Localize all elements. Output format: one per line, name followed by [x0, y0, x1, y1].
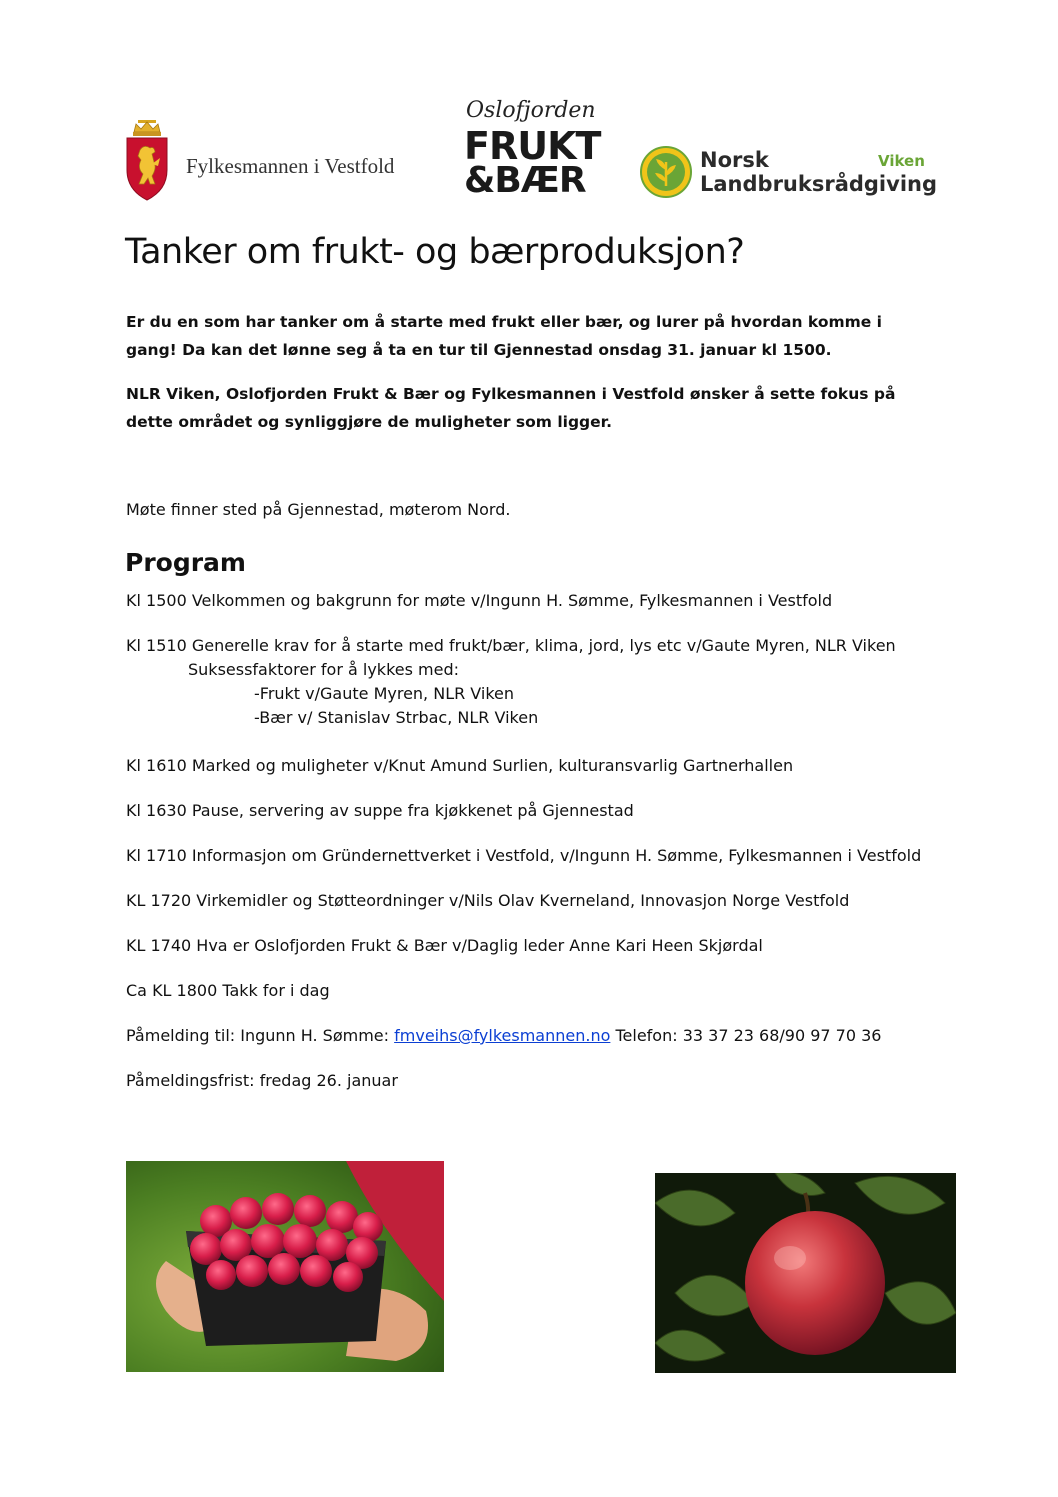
- program-item: Kl 1630 Pause, servering av suppe fra kjøkkenet på Gjennestad: [126, 801, 634, 820]
- registration-line: [126, 1026, 881, 1045]
- meeting-location: Møte finner sted på Gjennestad, møterom Nord.: [126, 500, 511, 519]
- program-item: Kl 1500 Velkommen og bakgrunn for møte v/Ingunn H. Sømme, Fylkesmannen i Vestfold: [126, 591, 833, 610]
- registration-prefix: Påmelding til: Ingunn H. Sømme:: [126, 1026, 395, 1045]
- program-subheading: Suksessfaktorer for å lykkes med:: [188, 660, 460, 679]
- nlr-viken-logo: [640, 142, 937, 204]
- oslofjorden-logo-line2: FRUKT: [464, 124, 601, 168]
- coat-of-arms-lion-icon: [124, 118, 170, 202]
- fylkesmannen-logo-text: Fylkesmannen i Vestfold: [186, 154, 395, 178]
- intro-paragraph-2: NLR Viken, Oslofjorden Frukt & Bær og Fylkesmannen i Vestfold ønsker å sette fokus på dette området og synliggjøre de muligheter som ligger.: [126, 385, 896, 431]
- oslofjorden-logo-line1: Oslofjorden: [466, 98, 596, 123]
- oslofjorden-frukt-baer-logo: [460, 98, 610, 208]
- registration-phone: Telefon: 33 37 23 68/90 97 70 36: [610, 1026, 882, 1045]
- program-item: KL 1740 Hva er Oslofjorden Frukt & Bær v/Daglig leder Anne Kari Heen Skjørdal: [126, 936, 763, 955]
- program-item: Kl 1510 Generelle krav for å starte med frukt/bær, klima, jord, lys etc v/Gaute Myren, NLR Viken: [126, 636, 896, 655]
- program-subitem: -Frukt v/Gaute Myren, NLR Viken: [254, 684, 515, 703]
- registration-email-link[interactable]: fmveihs@fylkesmannen.no: [394, 1026, 611, 1045]
- apple-photo: [655, 1173, 956, 1373]
- program-item: Ca KL 1800 Takk for i dag: [126, 981, 330, 1000]
- intro-paragraph-1: Er du en som har tanker om å starte med frukt eller bær, og lurer på hvordan komme i gang! Da kan det lønne seg å ta en tur til Gjennestad onsdag 31. januar kl 1500.: [126, 313, 882, 359]
- program-item: KL 1720 Virkemidler og Støtteordninger v/Nils Olav Kverneland, Innovasjon Norge Vestfold: [126, 891, 850, 910]
- program-heading: Program: [125, 548, 246, 577]
- nlr-logo-viken-tag: Viken: [878, 152, 925, 170]
- nlr-emblem-icon: [640, 146, 692, 198]
- raspberries-photo: [126, 1161, 444, 1372]
- oslofjorden-logo-line3: &BÆR: [464, 160, 586, 201]
- program-item: Kl 1710 Informasjon om Gründernettverket i Vestfold, v/Ingunn H. Sømme, Fylkesmannen i Vestfold: [126, 846, 922, 865]
- fylkesmannen-logo: [124, 118, 424, 202]
- registration-deadline: Påmeldingsfrist: fredag 26. januar: [126, 1071, 398, 1090]
- page-title: Tanker om frukt- og bærproduksjon?: [125, 232, 745, 272]
- nlr-logo-line1: Norsk: [700, 148, 769, 172]
- program-item: Kl 1610 Marked og muligheter v/Knut Amund Surlien, kulturansvarlig Gartnerhallen: [126, 756, 794, 775]
- nlr-logo-line2: Landbruksrådgiving: [700, 172, 937, 196]
- program-subitem: -Bær v/ Stanislav Strbac, NLR Viken: [254, 708, 539, 727]
